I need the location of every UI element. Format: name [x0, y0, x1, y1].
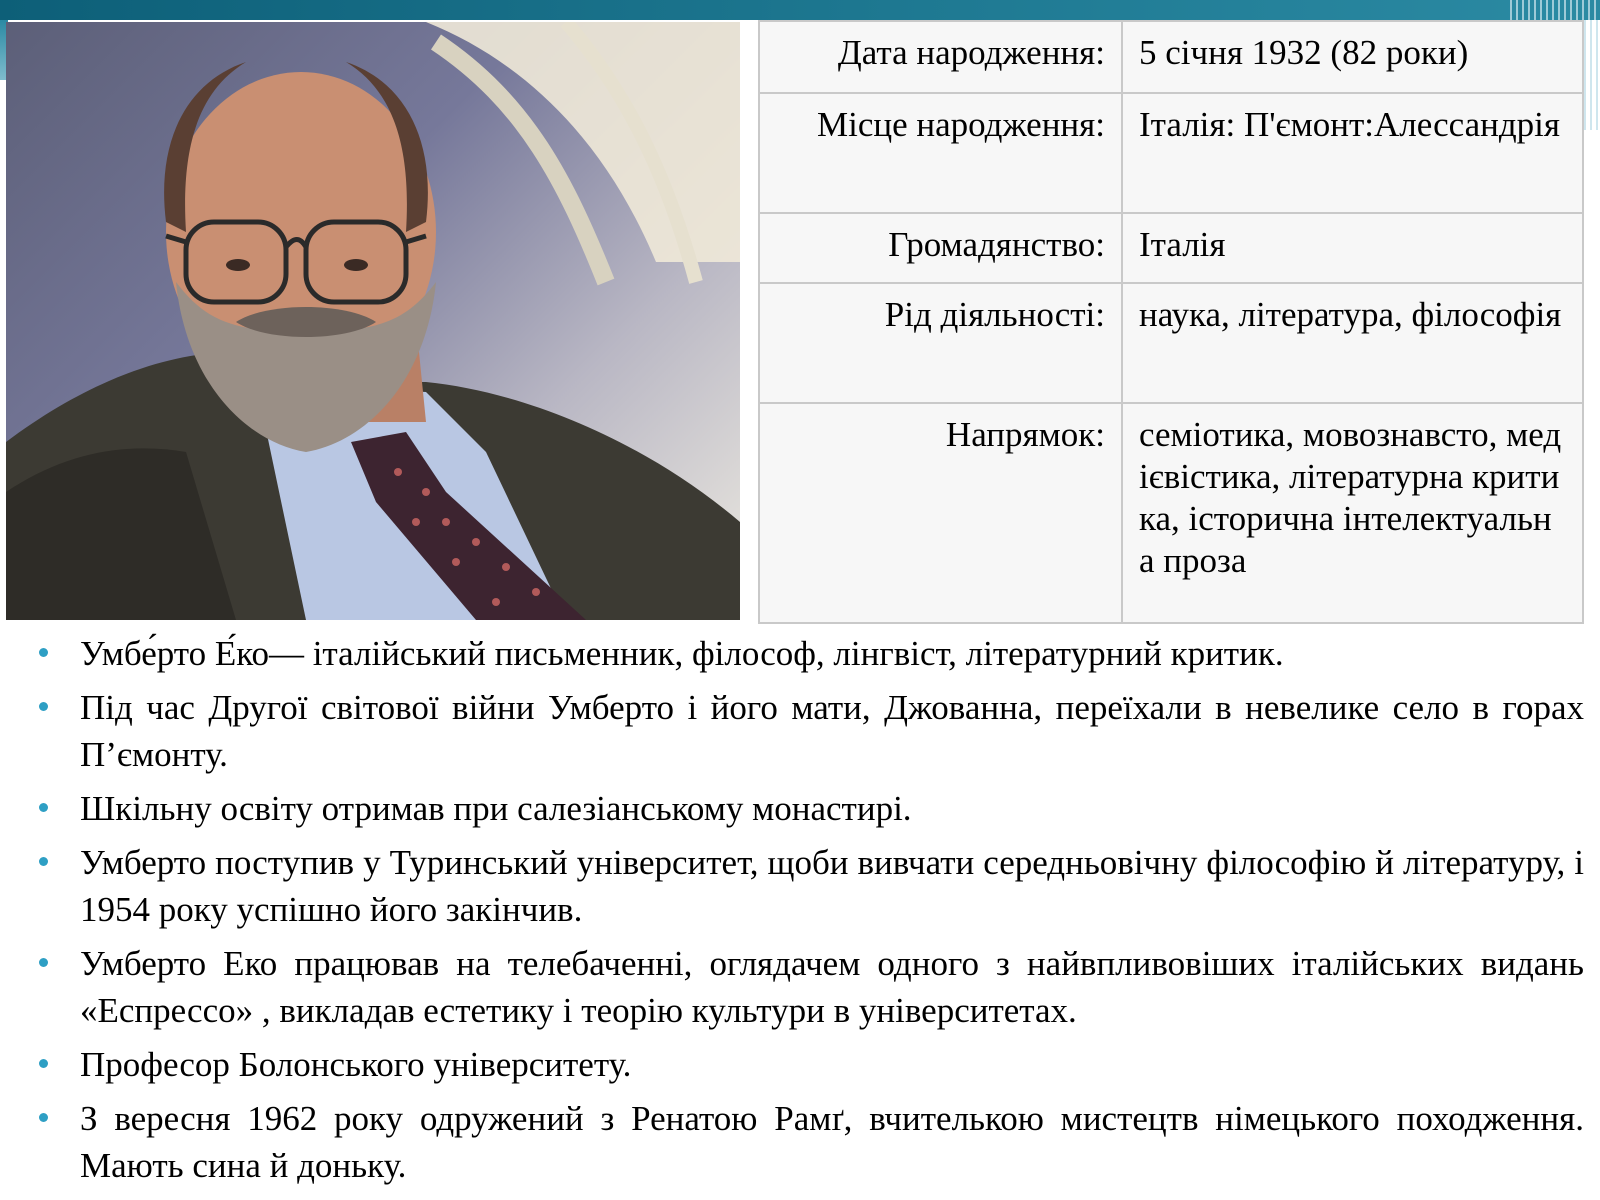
portrait-photo	[6, 22, 740, 620]
bio-info-table	[758, 20, 1584, 624]
occupation-value: наука, література, філософія	[1122, 283, 1583, 403]
list-item	[34, 630, 1584, 677]
birth-place-label: Місце народження:	[759, 93, 1122, 213]
birth-date-value: 5 січня 1932 (82 роки)	[1122, 21, 1583, 93]
bullet-icon	[39, 857, 48, 866]
bullet-text: Під час Другої світової війни Умберто і його мати, Джованна, переїхали в невелике село в горах П’ємонту.	[80, 688, 1584, 774]
bullet-text: З вересня 1962 року одружений з Ренатою Рамґ, вчителькою мистецтв німецького походження. Мають сина й доньку.	[80, 1099, 1584, 1185]
list-item	[34, 940, 1584, 1034]
bullet-icon	[39, 648, 48, 657]
list-item	[34, 1095, 1584, 1189]
citizenship-label: Громадянство:	[759, 213, 1122, 283]
bullet-text: Умберто поступив у Туринський університет, щоби вивчати середньовічну філософію й літературу, і 1954 року успішно його закінчив.	[80, 843, 1584, 929]
bullet-icon	[39, 1059, 48, 1068]
table-row	[759, 403, 1583, 623]
top-bar-texture	[1510, 0, 1600, 20]
table-row	[759, 283, 1583, 403]
bullet-text: Шкільну освіту отримав при салезіанському монастирі.	[80, 789, 912, 828]
direction-label: Напрямок:	[759, 403, 1122, 623]
list-item	[34, 684, 1584, 778]
bullet-text: Умбе́рто Е́ко— італійський письменник, філософ, лінгвіст, літературний критик.	[80, 634, 1284, 673]
birth-place-value: Італія: П'ємонт:Алессандрія	[1122, 93, 1583, 213]
list-item	[34, 839, 1584, 933]
bullet-icon	[39, 702, 48, 711]
table-row	[759, 21, 1583, 93]
table-row	[759, 213, 1583, 283]
portrait-illustration	[6, 22, 740, 620]
bullet-text: Професор Болонського університету.	[80, 1045, 632, 1084]
biography-bullet-list	[34, 630, 1584, 1196]
table-row	[759, 93, 1583, 213]
bullet-icon	[39, 958, 48, 967]
list-item	[34, 1041, 1584, 1088]
occupation-label: Рід діяльності:	[759, 283, 1122, 403]
citizenship-value: Італія	[1122, 213, 1583, 283]
direction-value: семіотика, мовознавсто, медієвістика, літературна критика, історична інтелектуальна проза	[1122, 403, 1583, 623]
bullet-icon	[39, 803, 48, 812]
bullet-icon	[39, 1113, 48, 1122]
list-item	[34, 785, 1584, 832]
birth-date-label: Дата народження:	[759, 21, 1122, 93]
top-accent-bar	[0, 0, 1600, 20]
bullet-text: Умберто Еко працював на телебаченні, оглядачем одного з найвпливовіших італійських видань «Еспрессо» , викладав естетику і теорію культури в університетах.	[80, 944, 1584, 1030]
